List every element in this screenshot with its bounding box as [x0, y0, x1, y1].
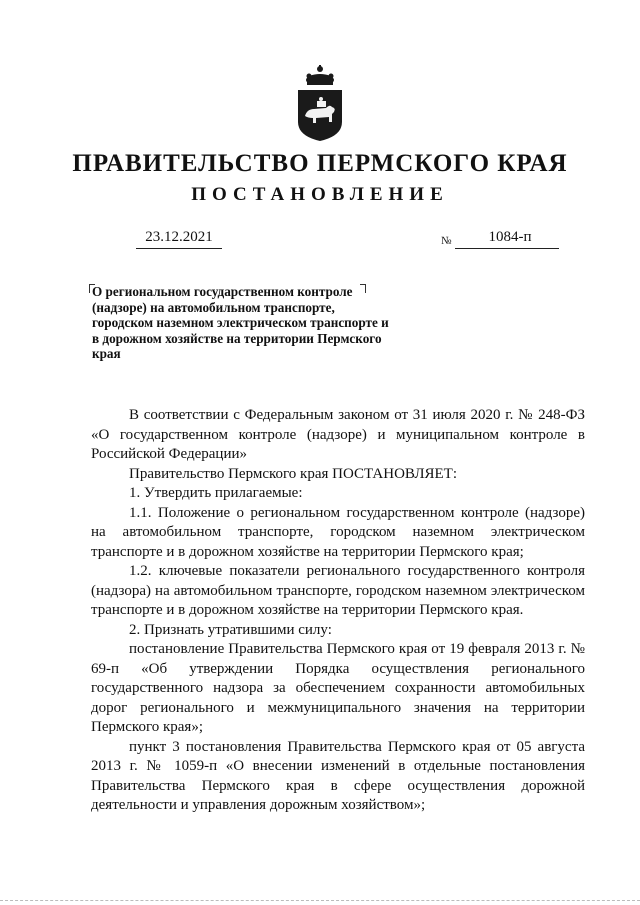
paragraph: 1. Утвердить прилагаемые:	[129, 485, 303, 501]
paragraph: В соответствии с Федеральным законом от 31 июля 2020 г. № 248-ФЗ «О государственном контроле (надзоре) и муниципальном контроле в Российской Федерации»	[91, 407, 585, 462]
coat-of-arms-icon	[294, 64, 346, 142]
government-name: ПРАВИТЕЛЬСТВО ПЕРМСКОГО КРАЯ	[72, 150, 568, 177]
document-subject: О региональном государственном контроле (надзоре) на автомобильном транспорте, городском наземном электрическом транспорте и в дорожном хозяйстве на территории Пермского края	[92, 284, 389, 361]
paragraph: постановление Правительства Пермского края от 19 февраля 2013 г. № 69-п «Об утверждении Порядка осуществления регионального государственного надзора за обеспечением сохранности автомобильных дорог регионального и межмуниципального значения на территории Пермского края»;	[91, 641, 585, 735]
document-date: 23.12.2021	[145, 229, 213, 245]
page-edge-divider	[0, 900, 640, 902]
paragraph: пункт 3 постановления Правительства Пермского края от 05 августа 2013 г. № 1059-п «О внесении изменений в отдельные постановления Правительства Пермского края в сфере осуществления дорожной деятельности и управления дорожным хозяйством»;	[91, 738, 585, 813]
paragraph: Правительство Пермского края ПОСТАНОВЛЯЕТ:	[129, 465, 458, 482]
paragraph: 2. Признать утратившими силу:	[129, 621, 332, 638]
date-underline	[136, 248, 222, 249]
document-type: ПОСТАНОВЛЕНИЕ	[191, 184, 449, 205]
paragraph: 1.2. ключевые показатели регионального государственного контроля (надзора) на автомобильном транспорте, городском наземном электрическом транспорте и в дорожном хозяйстве на территории Пермского края.	[91, 563, 585, 618]
number-sign: №	[441, 235, 452, 247]
paragraph: 1.1. Положение о региональном государственном контроле (надзоре) на автомобильном транспорте, городском наземном электрическом транспорте и в дорожном хозяйстве на территории Пермского края;	[91, 504, 585, 560]
crown-icon	[306, 65, 334, 87]
document-number: 1084-п	[488, 229, 532, 245]
document-body	[91, 406, 585, 816]
number-underline	[455, 248, 559, 249]
